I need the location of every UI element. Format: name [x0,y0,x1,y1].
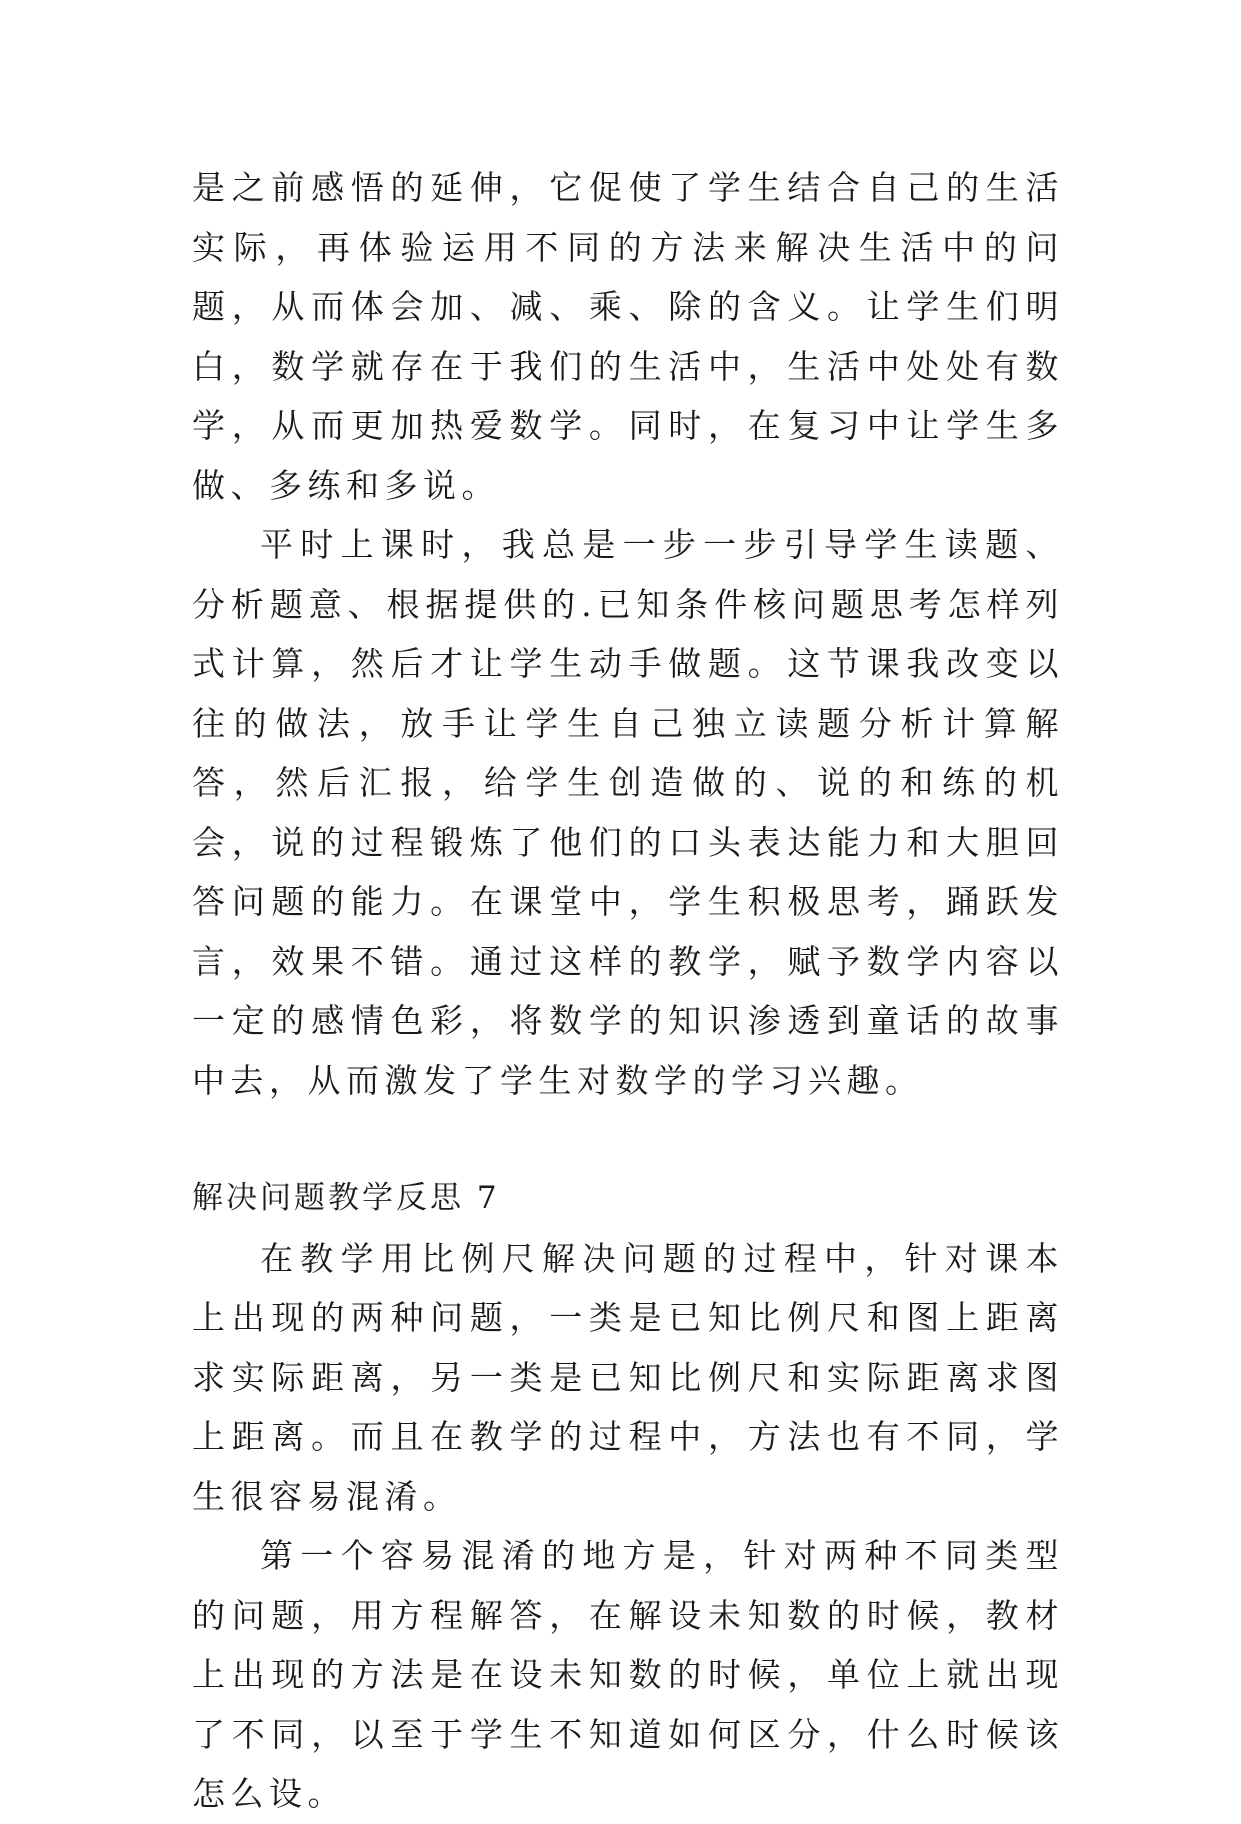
paragraph-teaching-method: 平时上课时，我总是一步一步引导学生读题、分析题意、根据提供的.已知条件核问题思考怎样列式计算，然后才让学生动手做题。这节课我改变以往的做法，放手让学生自己独立读题分析计算解答，然后汇报，给学生创造做的、说的和练的机会，说的过程锻炼了他们的口头表达能力和大胆回答问题的能力。在课堂中，学生积极思考，踊跃发言，效果不错。通过这样的教学，赋予数学内容以一定的感情色彩，将数学的知识渗透到童话的故事中去，从而激发了学生对数学的学习兴趣。 [192,525,1064,1100]
paragraph-first-confusion: 第一个容易混淆的地方是，针对两种不同类型的问题，用方程解答，在解设未知数的时候，教材上出现的方法是在设未知数的时候，单位上就出现了不同，以至于学生不知道如何区分，什么时候该怎么设。 [192,1536,1064,1813]
paragraph-continuation: 是之前感悟的延伸，它促使了学生结合自己的生活实际，再体验运用不同的方法来解决生活中的问题，从而体会加、减、乘、除的含义。让学生们明白，数学就存在于我们的生活中，生活中处处有数学，从而更加热爱数学。同时，在复习中让学生多做、多练和多说。 [192,168,1064,505]
document-body [192,158,1064,1824]
section-spacer [192,1110,1064,1169]
paragraph-scale-problems: 在教学用比例尺解决问题的过程中，针对课本上出现的两种问题，一类是已知比例尺和图上距离求实际距离，另一类是已知比例尺和实际距离求图上距离。而且在教学的过程中，方法也有不同，学生很容易混淆。 [192,1238,1064,1516]
section-heading: 解决问题教学反思 7 [192,1180,500,1216]
